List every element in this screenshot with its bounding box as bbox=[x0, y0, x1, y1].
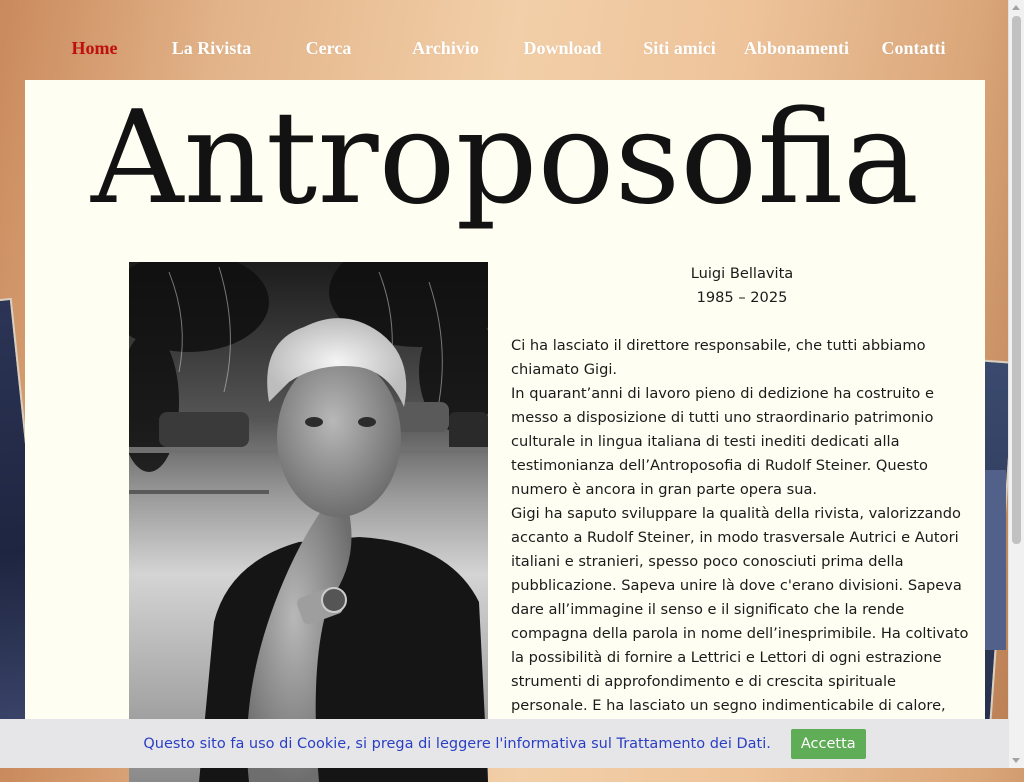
nav-contatti[interactable]: Contatti bbox=[881, 38, 946, 58]
magazine-cover-right-detail bbox=[982, 470, 1006, 650]
article-paragraph: Ci ha lasciato il direttore responsabile, che tutti abbiamo chiamato Gigi. bbox=[511, 337, 926, 378]
main-nav bbox=[36, 30, 976, 66]
nav-la-rivista[interactable]: La Rivista bbox=[171, 38, 252, 58]
nav-abbonamenti[interactable]: Abbonamenti bbox=[743, 38, 850, 58]
site-logo: Antroposofia bbox=[91, 84, 919, 233]
article-name: Luigi Bellavita bbox=[690, 265, 794, 282]
scroll-up-arrow-icon[interactable] bbox=[1012, 5, 1020, 10]
article-paragraph: Gigi ha saputo sviluppare la qualità della rivista, valorizzando accanto a Rudolf Steiner, in modo trasversale Autrici e Autori italiani e stranieri, spesso poco conosciuti prima della pubblicazione. Sapeva unire là dove c'erano divisioni. Sapeva dare all’immagine il senso e il significato che la rende compagna della parola in nome dell’inesprimibile. Ha coltivato la possibilità di fornire a Lettrici e Lettori di ogni estrazione strumenti di approfondimento e di crescita spirituale personale. E ha lasciato un segno indimenticabile di calore, bbox=[511, 505, 969, 714]
accept-cookies-button[interactable]: Accetta bbox=[791, 729, 866, 759]
nav-siti-amici[interactable]: Siti amici bbox=[643, 38, 716, 58]
article-years: 1985 – 2025 bbox=[696, 289, 788, 306]
article-paragraph: In quarant’anni di lavoro pieno di dedizione ha costruito e messo a disposizione di tutti uno straordinario patrimonio culturale in lingua italiana di testi inediti dedicati alla testimonianza dell’Antroposofia di Rudolf Steiner. Questo numero è ancora in gran parte opera sua. bbox=[511, 385, 934, 498]
nav-download[interactable]: Download bbox=[523, 38, 602, 58]
page-scrollbar[interactable] bbox=[1008, 0, 1024, 768]
nav-cerca[interactable]: Cerca bbox=[305, 38, 352, 58]
nav-archivio[interactable]: Archivio bbox=[412, 38, 479, 58]
cookie-policy-link[interactable]: Questo sito fa uso di Cookie, si prega di leggere l'informativa sul Trattamento dei Dati. bbox=[143, 735, 771, 752]
article-text bbox=[511, 262, 973, 742]
portrait-photo bbox=[129, 262, 488, 782]
content-panel bbox=[25, 80, 985, 768]
scroll-down-arrow-icon[interactable] bbox=[1012, 758, 1020, 763]
scroll-thumb[interactable] bbox=[1012, 16, 1021, 544]
cookie-banner bbox=[0, 719, 1009, 768]
nav-home[interactable]: Home bbox=[71, 38, 118, 58]
